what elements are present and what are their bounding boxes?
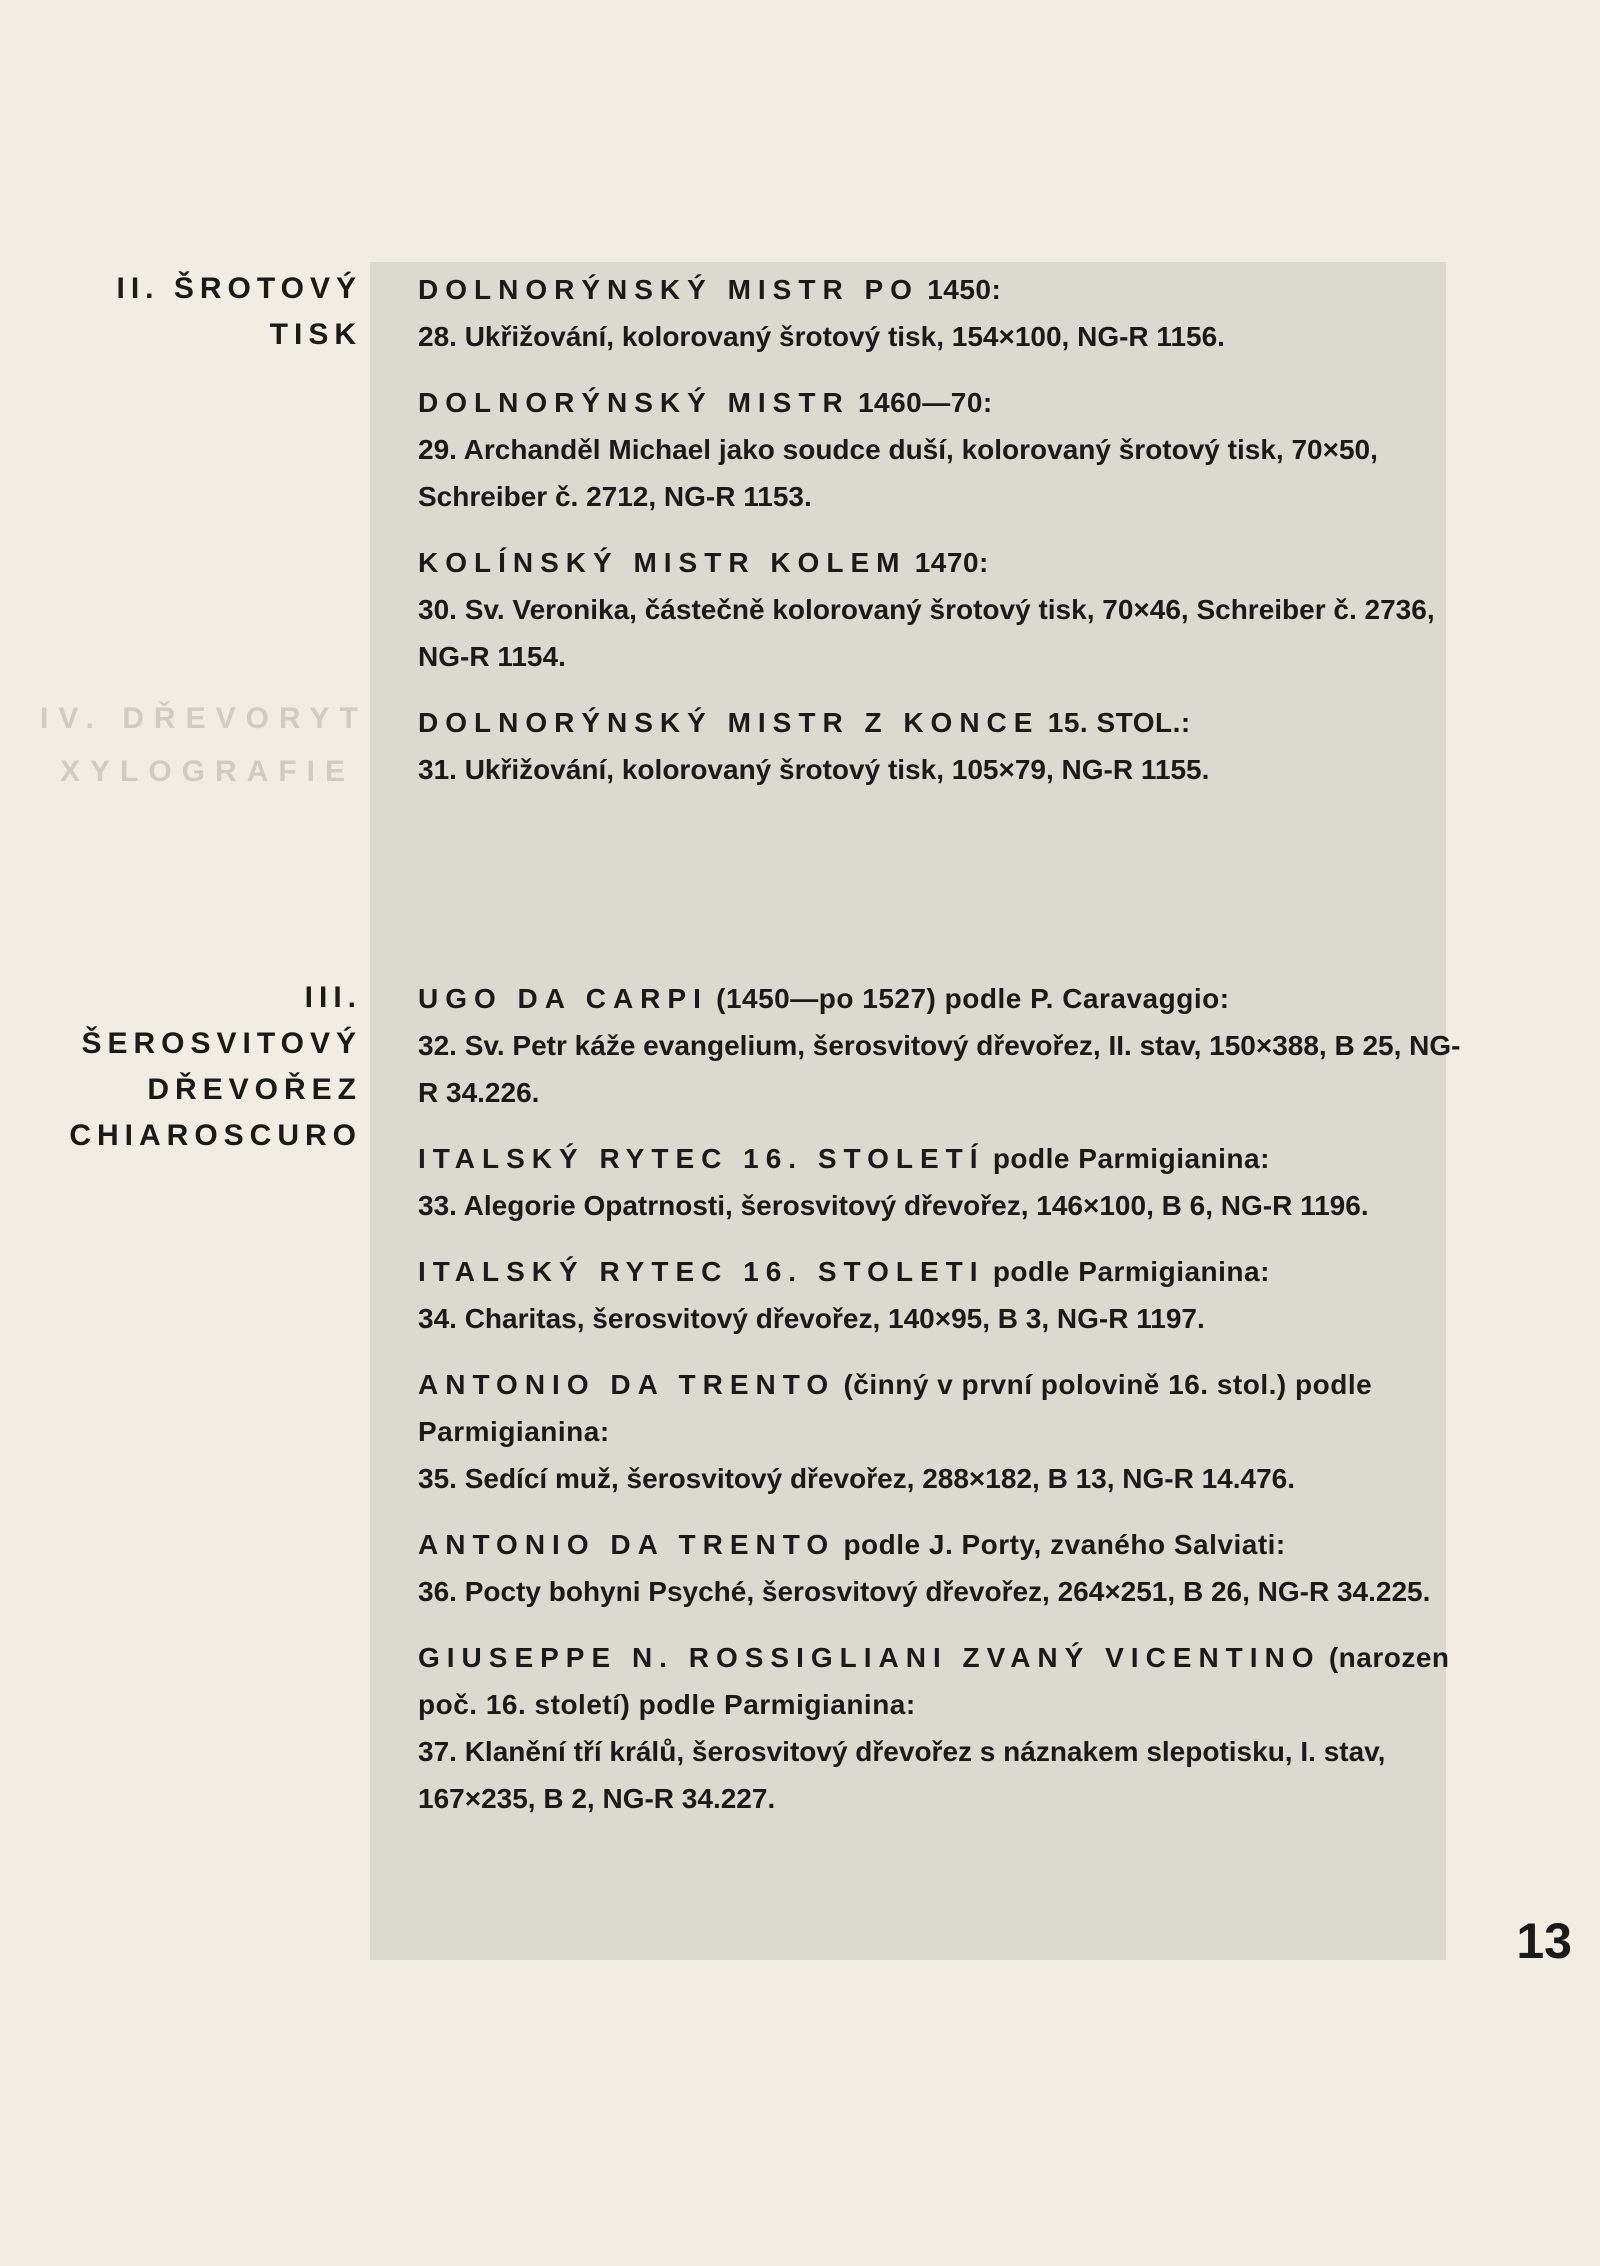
section-heading-line: DŘEVOŘEZ [147,1073,362,1106]
master-heading [418,975,1478,1022]
master-detail: (1450—po 1527) podle P. Caravaggio: [716,983,1230,1014]
master-detail: podle J. Porty, zvaného Salviati: [843,1529,1286,1560]
section-heading-line: II. ŠROTOVÝ [116,272,362,305]
catalog-entry [418,1361,1478,1502]
section-heading-line: ŠEROSVITOVÝ [81,1027,362,1060]
master-heading [418,1521,1478,1568]
master-detail: (činný v první polovině 16. stol.) podle Parmigianina: [418,1369,1373,1447]
master-detail: podle Parmigianina: [992,1143,1270,1174]
section-serosvitovy-drevorez [418,975,1478,1841]
master-heading [418,266,1478,313]
catalog-item: 36. Pocty bohyni Psyché, šerosvitový dřevořez, 264×251, B 26, NG-R 34.225. [418,1576,1431,1607]
master-heading [418,699,1478,746]
catalog-entry [418,379,1478,520]
catalog-item: 35. Sedící muž, šerosvitový dřevořez, 288×182, B 13, NG-R 14.476. [418,1463,1296,1494]
catalog-entry [418,1248,1478,1342]
master-name: DOLNORÝNSKÝ MISTR [418,387,850,418]
section-heading-line: TISK [269,318,362,351]
catalog-item: 28. Ukřižování, kolorovaný šrotový tisk, 154×100, NG-R 1156. [418,321,1225,352]
catalog-item: 32. Sv. Petr káže evangelium, šerosvitový dřevořez, II. stav, 150×388, B 25, NG-R 34.226. [418,1030,1461,1108]
master-detail: 1460—70: [857,387,993,418]
watermark-line-1: IV. DŘEVORYT [40,702,368,735]
catalog-item: 30. Sv. Veronika, částečně kolorovaný šrotový tisk, 70×46, Schreiber č. 2736, NG-R 1154. [418,594,1435,672]
catalog-item: 37. Klanění tří králů, šerosvitový dřevořez s náznakem slepotisku, I. stav, 167×235, B 2, NG-R 34.227. [418,1736,1386,1814]
catalog-entry [418,1135,1478,1229]
master-name: DOLNORÝNSKÝ MISTR Z KONCE [418,707,1040,738]
master-heading [418,1248,1478,1295]
section-heading-line: III. [304,981,362,1014]
catalog-item: 33. Alegorie Opatrnosti, šerosvitový dřevořez, 146×100, B 6, NG-R 1196. [418,1190,1369,1221]
section-heading-line: CHIAROSCURO [69,1119,362,1152]
master-detail: 15. STOL.: [1047,707,1191,738]
master-name: ANTONIO DA TRENTO [418,1529,836,1560]
catalog-item: 29. Archanděl Michael jako soudce duší, kolorovaný šrotový tisk, 70×50, Schreiber č. 2712, NG-R 1153. [418,434,1378,512]
catalog-entry [418,1634,1478,1822]
master-detail: 1470: [914,547,989,578]
catalog-entry [418,1521,1478,1615]
master-name: ANTONIO DA TRENTO [418,1369,836,1400]
master-name: ITALSKÝ RYTEC 16. STOLETÍ [418,1143,985,1174]
section-heading-srotovy-tisk [117,266,363,358]
master-detail: (narozen poč. 16. století) podle Parmigianina: [418,1642,1450,1720]
master-name: DOLNORÝNSKÝ MISTR PO [418,274,919,305]
page-number: 13 [1516,1913,1572,1969]
watermark-line-2: XYLOGRAFIE [60,755,356,788]
master-name: UGO DA CARPI [418,983,708,1014]
master-name: KOLÍNSKÝ MISTR KOLEM [418,547,907,578]
catalog-item: 34. Charitas, šerosvitový dřevořez, 140×95, B 3, NG-R 1197. [418,1303,1205,1334]
master-name: ITALSKÝ RYTEC 16. STOLETI [418,1256,985,1287]
section-srotovy-tisk [418,266,1478,812]
master-heading [418,1361,1478,1455]
master-heading [418,1634,1478,1728]
catalog-entry [418,975,1478,1116]
catalog-entry [418,539,1478,680]
section-heading-serosvitovy-drevorez [69,975,362,1159]
catalog-entry [418,699,1478,793]
catalog-item: 31. Ukřižování, kolorovaný šrotový tisk, 105×79, NG-R 1155. [418,754,1210,785]
catalog-entry [418,266,1478,360]
master-heading [418,379,1478,426]
master-heading [418,1135,1478,1182]
master-heading [418,539,1478,586]
master-detail: 1450: [927,274,1002,305]
master-name: GIUSEPPE N. ROSSIGLIANI ZVANÝ VICENTINO [418,1642,1321,1673]
master-detail: podle Parmigianina: [992,1256,1270,1287]
